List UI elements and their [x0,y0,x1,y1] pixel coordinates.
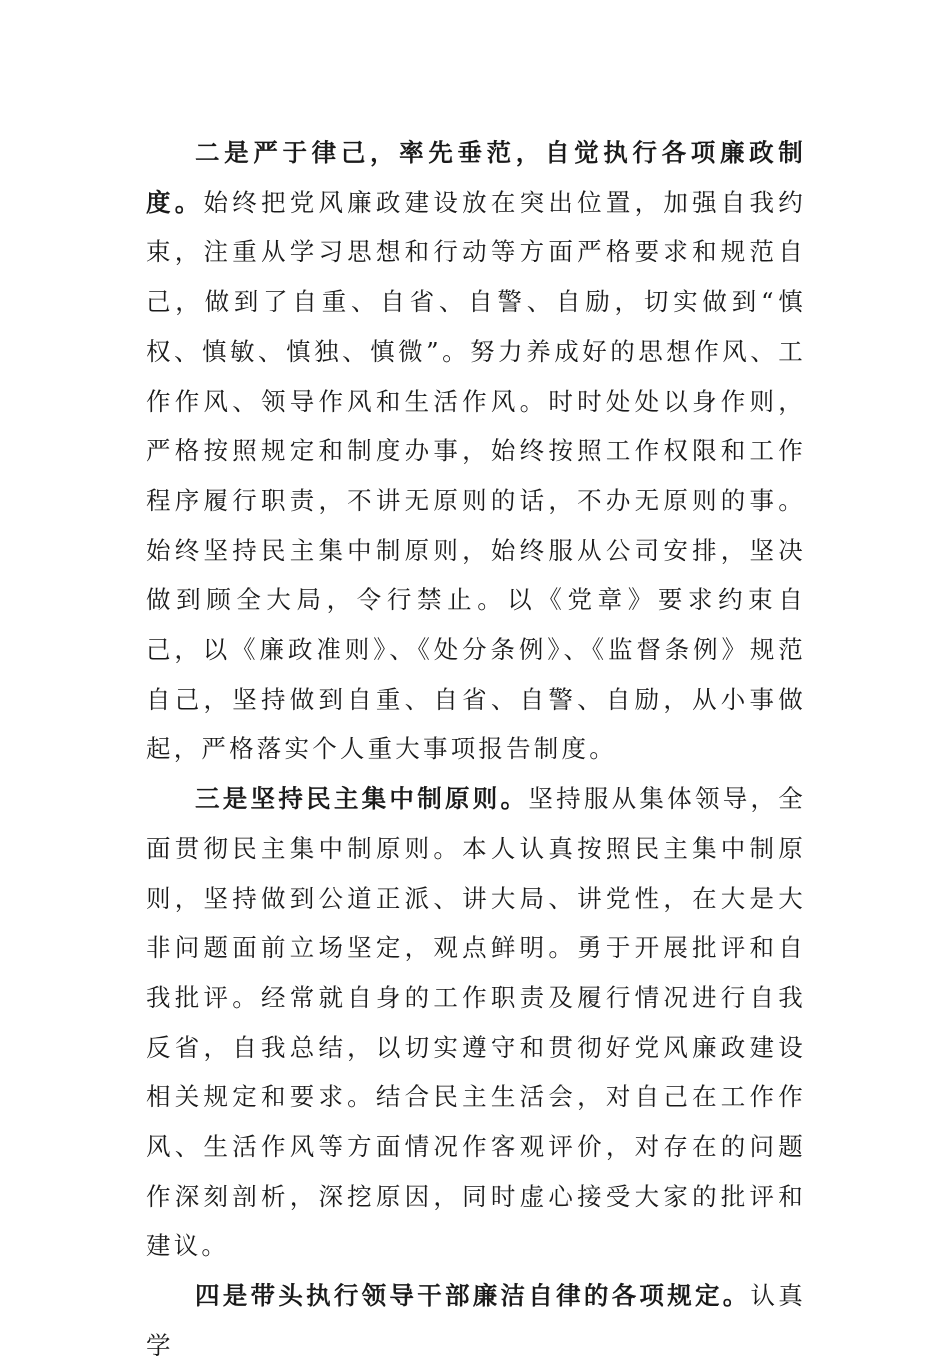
paragraph-2 [146,128,806,774]
paragraph-2-heading: 二是严于律己，率先垂范，自觉执行各项廉政制度。 [146,138,806,217]
paragraph-4-heading: 四是带头执行领导干部廉洁自律的各项规定。 [195,1281,751,1311]
paragraph-4 [146,1271,806,1370]
document-body [146,128,806,1371]
paragraph-3-heading: 三是坚持民主集中制原则。 [195,784,529,814]
paragraph-4-text: 认真学 [146,1281,806,1360]
paragraph-3-text: 坚持服从集体领导，全面贯彻民主集中制原则。本人认真按照民主集中制原则，坚持做到公道正派、讲大局、讲党性，在大是大非问题面前立场坚定，观点鲜明。勇于开展批评和自我批评。经常就自身的工作职责及履行情况进行自我反省，自我总结，以切实遵守和贯彻好党风廉政建设相关规定和要求。结合民主生活会，对自己在工作作风、生活作风等方面情况作客观评价，对存在的问题作深刻剖析，深挖原因，同时虚心接受大家的批评和建议。 [146,784,806,1261]
paragraph-2-text: 始终把党风廉政建设放在突出位置，加强自我约束，注重从学习思想和行动等方面严格要求和规范自己，做到了自重、自省、自警、自励，切实做到“慎权、慎敏、慎独、慎微”。努力养成好的思想作风、工作作风、领导作风和生活作风。时时处处以身作则，严格按照规定和制度办事，始终按照工作权限和工作程序履行职责，不讲无原则的话，不办无原则的事。始终坚持民主集中制原则，始终服从公司安排，坚决做到顾全大局，令行禁止。以《党章》要求约束自己，以《廉政准则》、《处分条例》、《监督条例》规范自己，坚持做到自重、自省、自警、自励，从小事做起，严格落实个人重大事项报告制度。 [146,187,806,764]
paragraph-3 [146,774,806,1271]
